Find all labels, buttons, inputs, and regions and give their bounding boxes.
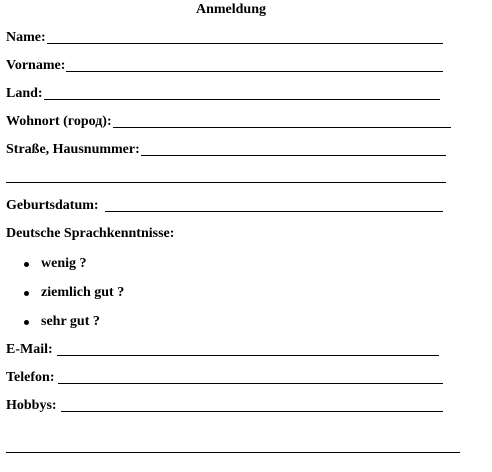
bullet-icon [24,320,29,325]
hobbys-label: Hobbys: [6,398,57,413]
name-label: Name: [6,30,46,45]
vorname-label: Vorname: [6,58,66,73]
telefon-label: Telefon: [6,370,55,385]
strasse-field[interactable] [6,140,446,158]
telefon-input-line[interactable] [58,383,443,384]
land-input-line[interactable] [44,99,440,100]
option-sehr-gut[interactable] [24,314,100,330]
email-input-line[interactable] [57,355,439,356]
geburtsdatum-label: Geburtsdatum: [6,198,99,213]
name-input-line[interactable] [47,43,443,44]
land-field[interactable] [6,84,440,102]
geburtsdatum-input-line[interactable] [105,211,443,212]
email-field[interactable] [6,340,439,358]
hobbys-field[interactable] [6,396,443,414]
geburtsdatum-field[interactable] [6,196,443,214]
name-field[interactable] [6,28,443,46]
strasse-extra-line[interactable] [6,182,446,183]
land-label: Land: [6,86,43,101]
form-title: Anmeldung [195,2,267,17]
strasse-input-line[interactable] [141,155,446,156]
option-ziemlich-gut[interactable] [24,285,124,301]
wohnort-field[interactable] [6,112,451,130]
vorname-field[interactable] [6,56,443,74]
hobbys-input-line[interactable] [61,411,443,412]
telefon-field[interactable] [6,368,443,386]
hobbys-extra-line[interactable] [6,452,460,453]
option-wenig[interactable] [24,256,87,272]
email-label: E-Mail: [6,342,53,357]
sprachkenntnisse-heading: Deutsche Sprachkenntnisse: [6,226,175,241]
strasse-label: Straße, Hausnummer: [6,142,140,157]
bullet-icon [24,291,29,296]
option-label: sehr gut ? [41,314,100,329]
wohnort-label: Wohnort (город): [6,114,112,129]
option-label: ziemlich gut ? [41,285,125,300]
vorname-input-line[interactable] [66,71,443,72]
option-label: wenig ? [41,256,87,271]
bullet-icon [24,262,29,267]
wohnort-input-line[interactable] [113,127,451,128]
